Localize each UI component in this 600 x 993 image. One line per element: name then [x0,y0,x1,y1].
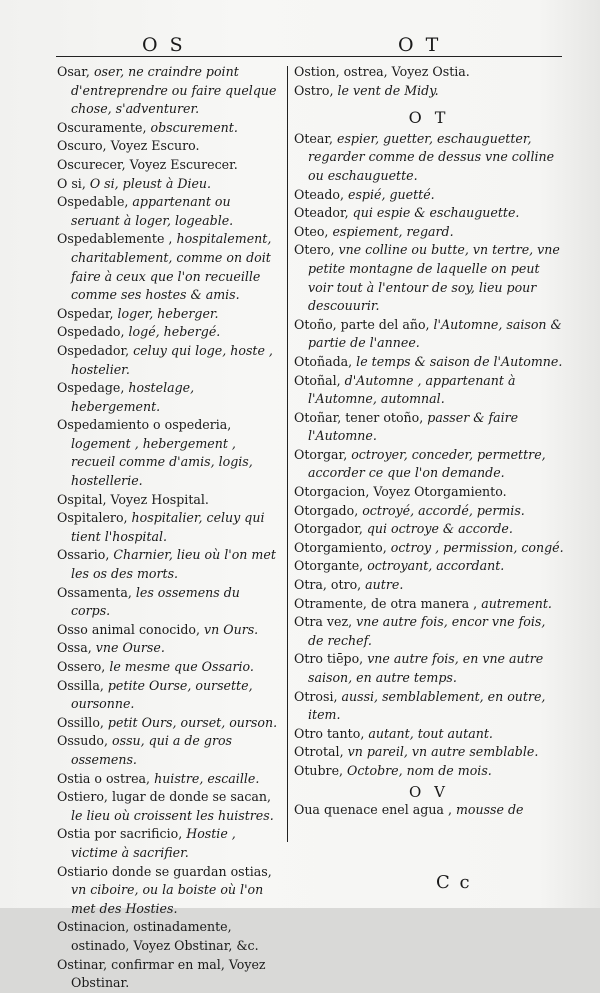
entry-headword: Otorgamiento, [294,539,387,555]
entry-headword: Oua quenace enel agua , [294,802,452,818]
entry-headword: Otro tanto, [294,725,365,741]
entry-translation: vn Ours. [200,621,259,637]
dictionary-entry [294,576,564,595]
entry-headword: Otubre, [294,762,344,778]
entry-headword: Ospedado, [57,324,125,340]
dictionary-entry [294,520,564,539]
entry-headword: Oteado, [294,186,344,202]
dictionary-entry [57,175,283,194]
entry-crossref: Voyez Otorgamiento. [369,484,507,500]
entry-crossref: Voyez Obstinar. [71,956,266,991]
entry-translation: octroyer, conceder, permettre, accorder ce que l'on demande. [308,446,546,481]
dictionary-entry [57,584,283,621]
entry-translation: loger, heberger. [113,305,219,321]
dictionary-entry [294,130,564,186]
dictionary-entry [57,863,283,919]
dictionary-entry [294,502,564,521]
dictionary-entry [57,509,283,546]
dictionary-entry [57,658,283,677]
entry-headword: Oteador, [294,205,349,221]
dictionary-entry [57,677,283,714]
entry-crossref: Voyez Ostia. [387,64,470,79]
entry-headword: Otoñada, [294,353,353,369]
entry-headword: Otear, [294,130,333,146]
entry-headword: Otra, otro, [294,577,362,593]
entry-translation: octroy , permission, congé. [386,539,564,555]
entry-translation: huistre, escaille. [150,770,260,786]
entry-headword: Ossudo, [57,733,109,749]
running-head-left: O S [142,34,186,56]
entry-translation: espiement, regard. [328,223,454,239]
entry-headword: Ostion, ostrea, [294,64,388,79]
dictionary-entry [57,193,283,230]
entry-translation: logé, hebergé. [124,324,221,340]
dictionary-entry [294,539,564,558]
entry-translation: l'Automne, saison & partie de l'annee. [308,316,562,351]
dictionary-entry [57,230,283,304]
entry-headword: Ossilla, [57,677,104,693]
entry-headword: Ostro, [294,82,334,98]
dictionary-entry [294,595,564,614]
entry-translation: le mesme que Ossario. [105,659,254,674]
entry-translation: espier, guetter, eschauguetter, regarder comme de dessus vne colline ou eschauguette. [308,130,555,183]
dictionary-entry [294,186,564,205]
entry-translation: oser, ne craindre point d'entreprendre ou faire quelque chose, s'adventurer. [71,64,277,117]
entry-headword: Oscurecer, [57,156,126,172]
dictionary-entry [57,918,283,955]
entry-translation: espié, guetté. [344,186,435,202]
dictionary-entry [57,63,283,119]
dictionary-entry [294,557,564,576]
entry-translation: vne Ourse. [91,640,165,656]
entry-headword: Otorgar, [294,446,348,462]
right-column [294,63,564,820]
dictionary-entry [294,82,564,101]
dictionary-entry [57,714,283,733]
dictionary-entry [57,491,283,510]
entry-translation: hospitalier, celuy qui tient l'hospital. [71,510,265,544]
entry-headword: Otra vez, [294,614,353,630]
entry-translation: autrement. [477,595,552,611]
dictionary-entry [57,770,283,789]
entry-headword: Ostiario donde se guardan ostias, [57,863,272,879]
dictionary-entry [294,688,564,725]
dictionary-entry [294,650,564,687]
dictionary-entry [57,305,283,324]
dictionary-entry [294,725,564,744]
dictionary-entry [294,446,564,483]
entry-translation: obscurement. [146,119,238,135]
entry-translation: appartenant ou seruant à loger, logeable. [71,194,234,228]
entry-translation: vne autre fois, encor vne fois, de rechef. [308,614,546,648]
entry-translation: autre. [361,577,404,593]
entry-headword: Otorgador, [294,521,363,537]
dictionary-entry [57,639,283,658]
catchword: C c [436,872,472,893]
entry-translation: vne autre fois, en vne autre saison, en autre temps. [308,651,544,685]
entry-headword: Otramente, de otra manera , [294,595,478,611]
dictionary-entry [294,316,564,353]
entry-headword: Osso animal conocido, [57,621,201,637]
dictionary-entry [57,621,283,640]
entry-translation: d'Automne , appartenant à l'Automne, automnal. [308,372,516,407]
dictionary-entry [57,956,283,993]
entry-crossref: Voyez Escuro. [106,138,200,154]
entry-headword: Otorgante, [294,558,364,574]
dictionary-entry [57,732,283,769]
entry-translation: petit Ours, ourset, ourson. [103,714,278,730]
entry-translation: octroyant, accordant. [363,558,505,574]
entry-headword: Ospitalero, [57,510,128,526]
entry-translation: les ossemens du corps. [71,584,240,619]
entry-translation: vn ciboire, ou la boiste où l'on met des Hosties. [71,882,264,916]
dictionary-entry [57,788,283,825]
dictionary-entry [57,323,283,342]
entry-headword: Ostia por sacrificio, [57,826,183,842]
entry-headword: Ospedar, [57,305,114,321]
entry-translation: hostelage, hebergement. [71,380,195,414]
dictionary-entry [294,241,564,315]
dictionary-entry [57,137,283,156]
entry-headword: Oscuramente, [57,119,147,135]
entry-translation: le temps & saison de l'Automne. [352,353,563,369]
entry-translation: vne colline ou butte, vn tertre, vne petite montagne de laquelle on peut voir tout à l'entour de soy, lieu pour descouurir. [308,242,560,314]
entry-translation: qui espie & eschauguette. [348,205,520,221]
running-head-right: O T [398,34,442,56]
entry-translation: Hostie , victime à sacrifier. [71,826,236,860]
entry-crossref: Voyez Obstinar, &c. [129,937,259,953]
dictionary-entry [294,801,564,820]
dictionary-entry [57,119,283,138]
entry-headword: Ospedamiento o ospederia, [57,417,232,433]
column-divider [287,66,288,842]
entry-headword: Otoñal, [294,372,341,388]
dictionary-entry [57,156,283,175]
dictionary-entry [294,743,564,762]
entry-translation: passer & faire l'Automne. [308,409,519,444]
entry-headword: Otero, [294,242,335,258]
entry-headword: Otro tiēpo, [294,651,364,667]
entry-translation: Octobre, nom de mois. [343,762,492,778]
entry-translation: hospitalement, charitablement, comme on doit faire à ceux que l'on recueille comme ses hostes & amis. [71,231,272,303]
entry-translation: aussi, semblablement, en outre, item. [308,688,546,723]
entry-headword: Ostiero, lugar de donde se sacan, [57,789,272,805]
entry-headword: Ostinar, confirmar en mal, [57,956,225,972]
entry-headword: Otorgado, [294,502,359,518]
dictionary-entry [294,483,564,502]
dictionary-entry [57,416,283,490]
entry-headword: Ospital, [57,491,107,507]
dictionary-entry [294,762,564,781]
entry-headword: Ostinacion, ostinadamente, ostinado, [57,919,232,953]
entry-crossref: Voyez Escurecer. [125,156,238,172]
dictionary-entry [294,63,564,82]
entry-headword: Oscuro, [57,138,107,154]
dictionary-entry [294,613,564,650]
entry-headword: Otrotal, [294,744,344,760]
entry-translation: ossu, qui a de gros ossemens. [71,733,233,767]
header-rule [56,56,562,57]
dictionary-entry [57,379,283,416]
entry-translation: octroyé, accordé, permis. [358,502,525,518]
dictionary-entry [294,409,564,446]
dictionary-entry [57,342,283,379]
entry-translation: celuy qui loge, hoste , hostelier. [71,342,273,377]
dictionary-entry [57,825,283,862]
section-heading-ov: O V [409,782,449,801]
entry-headword: Ospedador, [57,342,130,358]
dictionary-entry [294,223,564,242]
entry-headword: Ospedablemente , [57,231,173,247]
entry-translation: petite Ourse, oursette, oursonne. [71,677,253,712]
entry-headword: Ostia o ostrea, [57,770,151,786]
entry-headword: Ospedage, [57,380,125,396]
dictionary-entry [294,372,564,409]
left-column [57,63,283,993]
entry-headword: Ospedable, [57,194,129,210]
entry-headword: Otorgacion, [294,484,370,500]
dictionary-entry [294,204,564,223]
entry-headword: Otoñar, tener otoño, [294,409,424,425]
entry-crossref: Voyez Hospital. [106,491,209,507]
entry-translation: Charnier, lieu où l'on met les os des morts. [71,547,276,582]
entry-headword: Otoño, parte del año, [294,316,430,332]
entry-translation: mousse de [451,802,524,818]
entry-headword: Ossamenta, [57,584,132,600]
entry-headword: Ossa, [57,640,92,656]
entry-translation: O si, pleust à Dieu. [85,175,212,191]
entry-translation: le vent de Midy. [333,82,439,98]
dictionary-entry [294,353,564,372]
entry-translation: vn pareil, vn autre semblable. [343,744,539,760]
entry-translation: autant, tout autant. [364,725,493,741]
entry-translation: le lieu où croissent les huistres. [71,807,274,823]
entry-headword: Osar, [57,64,90,79]
entry-headword: O si, [57,175,86,191]
entry-translation: qui octroye & accorde. [362,521,513,537]
dictionary-entry [57,546,283,583]
entry-headword: Otrosi, [294,688,338,704]
entry-headword: Oteo, [294,223,329,239]
entry-translation: logement , hebergement , recueil comme d'amis, logis, hostellerie. [71,435,253,489]
entry-headword: Ossillo, [57,714,104,730]
entry-headword: Ossario, [57,547,110,563]
section-heading-ot: O T [408,108,450,128]
entry-headword: Ossero, [57,659,106,674]
